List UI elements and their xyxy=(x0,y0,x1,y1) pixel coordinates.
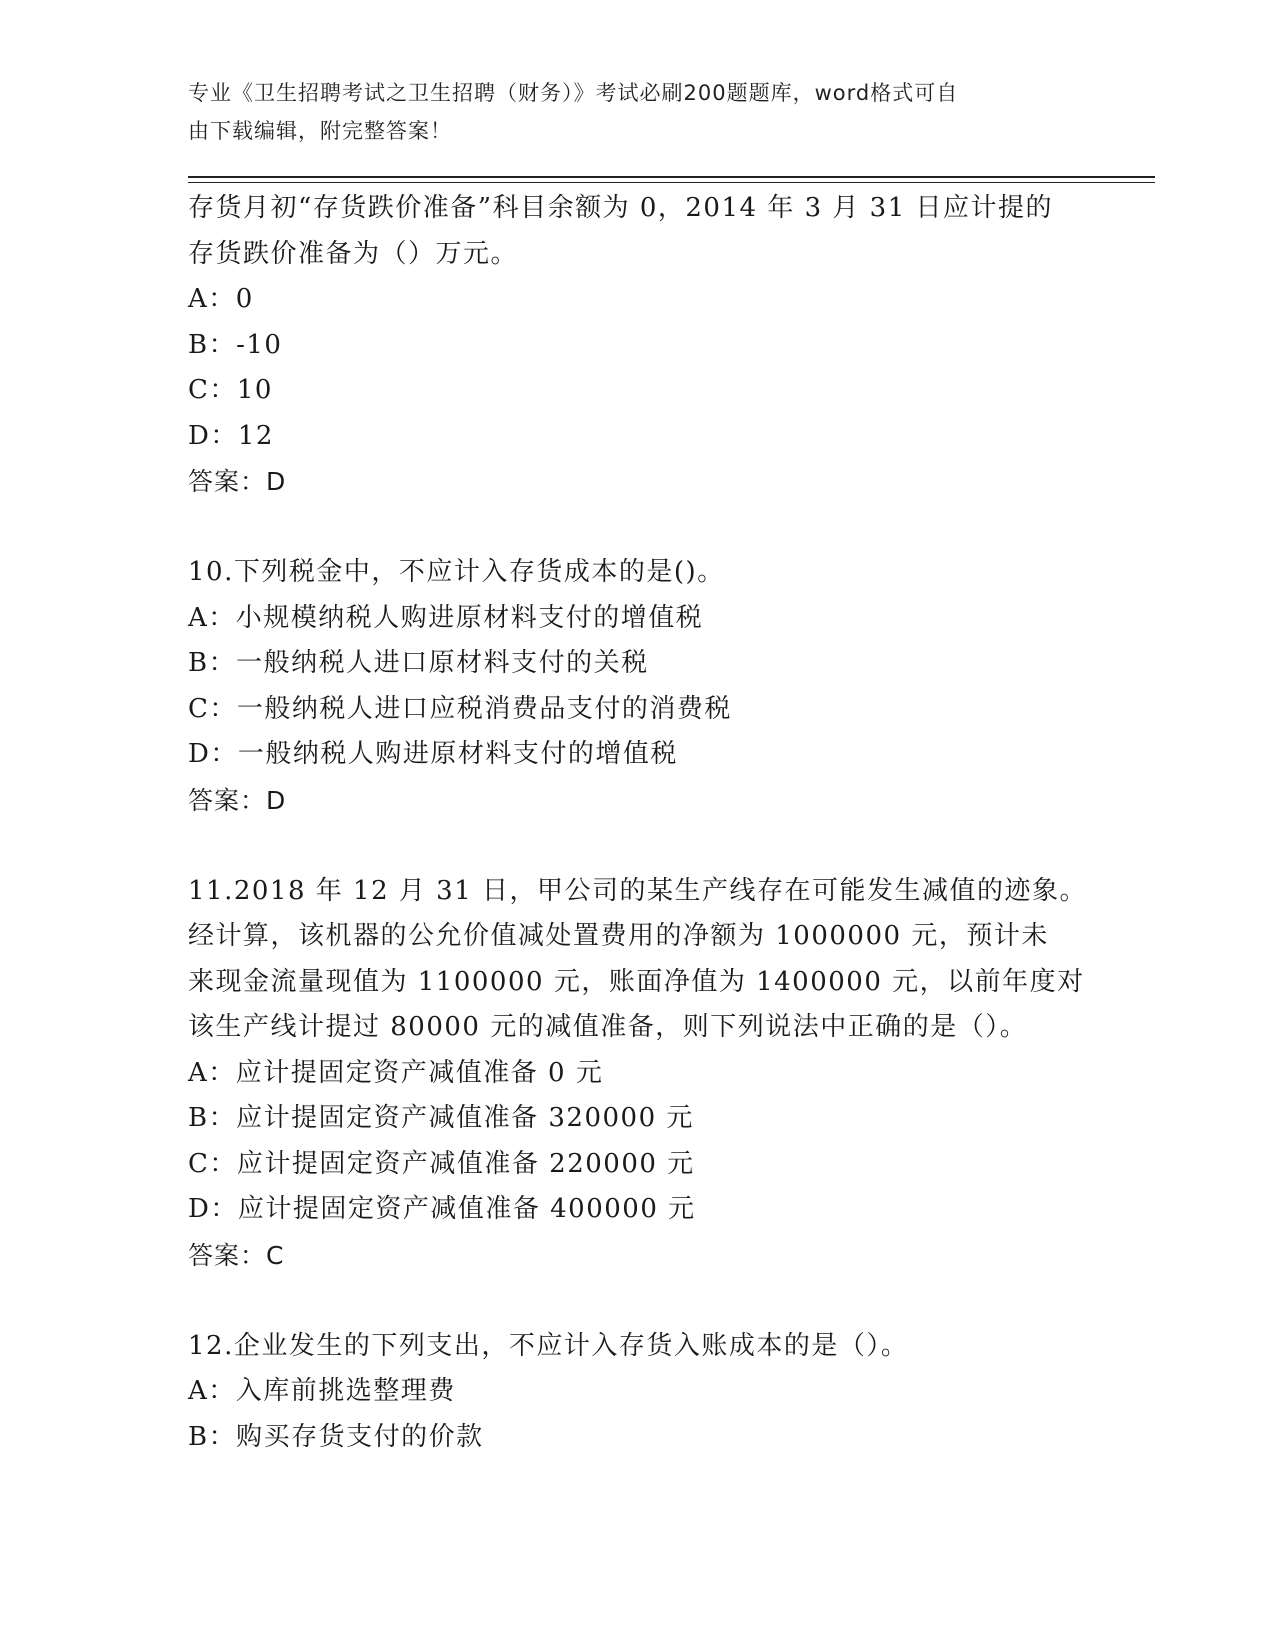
spacer xyxy=(188,823,1088,869)
document-header xyxy=(188,74,1068,150)
option-b: B：-10 xyxy=(188,329,283,360)
question-stem: 存货跌价准备为（）万元。 xyxy=(188,238,519,269)
header-line-2: 由下载编辑，附完整答案！ xyxy=(188,119,452,143)
option-c: C：一般纳税人进口应税消费品支付的消费税 xyxy=(188,693,732,724)
option-b: B：应计提固定资产减值准备 320000 元 xyxy=(188,1103,694,1133)
question-list xyxy=(188,186,1088,1460)
answer-label: 答案：C xyxy=(188,1240,285,1270)
question-block-11 xyxy=(188,869,1088,1279)
question-stem: 10.下列税金中，不应计入存货成本的是()。 xyxy=(188,557,725,587)
answer-label: 答案：D xyxy=(188,467,287,496)
question-stem: 12.企业发生的下列支出，不应计入存货入账成本的是（）。 xyxy=(188,1330,909,1361)
option-b: B：购买存货支付的价款 xyxy=(188,1421,484,1452)
option-b: B：一般纳税人进口原材料支付的关税 xyxy=(188,648,649,678)
option-a: A：小规模纳税人购进原材料支付的增值税 xyxy=(188,602,704,633)
question-block-10 xyxy=(188,550,1088,823)
option-c: C：10 xyxy=(188,375,273,405)
question-stem: 该生产线计提过 80000 元的减值准备，则下列说法中正确的是（）。 xyxy=(188,1012,1028,1042)
option-d: D：一般纳税人购进原材料支付的增值税 xyxy=(188,739,678,769)
spacer xyxy=(188,505,1088,551)
option-a: A：入库前挑选整理费 xyxy=(188,1376,456,1406)
question-stem: 来现金流量现值为 1100000 元，账面净值为 1400000 元，以前年度对 xyxy=(188,966,1085,997)
answer-label: 答案：D xyxy=(188,785,287,815)
option-d: D：12 xyxy=(188,420,274,451)
option-a: A：0 xyxy=(188,284,254,314)
question-block-12 xyxy=(188,1324,1088,1461)
question-block-9 xyxy=(188,186,1088,505)
header-divider-thin xyxy=(188,182,1155,183)
header-line-1: 专业《卫生招聘考试之卫生招聘（财务）》考试必刷200题题库，word格式可自 xyxy=(188,81,959,105)
question-stem: 经计算，该机器的公允价值减处置费用的净额为 1000000 元，预计未 xyxy=(188,921,1049,951)
question-stem: 11.2018 年 12 月 31 日，甲公司的某生产线存在可能发生减值的迹象。 xyxy=(188,875,1088,906)
option-a: A：应计提固定资产减值准备 0 元 xyxy=(188,1057,604,1088)
spacer xyxy=(188,1278,1088,1324)
option-c: C：应计提固定资产减值准备 220000 元 xyxy=(188,1148,695,1179)
option-d: D：应计提固定资产减值准备 400000 元 xyxy=(188,1194,696,1224)
question-stem: 存货月初“存货跌价准备”科目余额为 0，2014 年 3 月 31 日应计提的 xyxy=(188,193,1054,223)
header-divider-thick xyxy=(188,176,1155,178)
